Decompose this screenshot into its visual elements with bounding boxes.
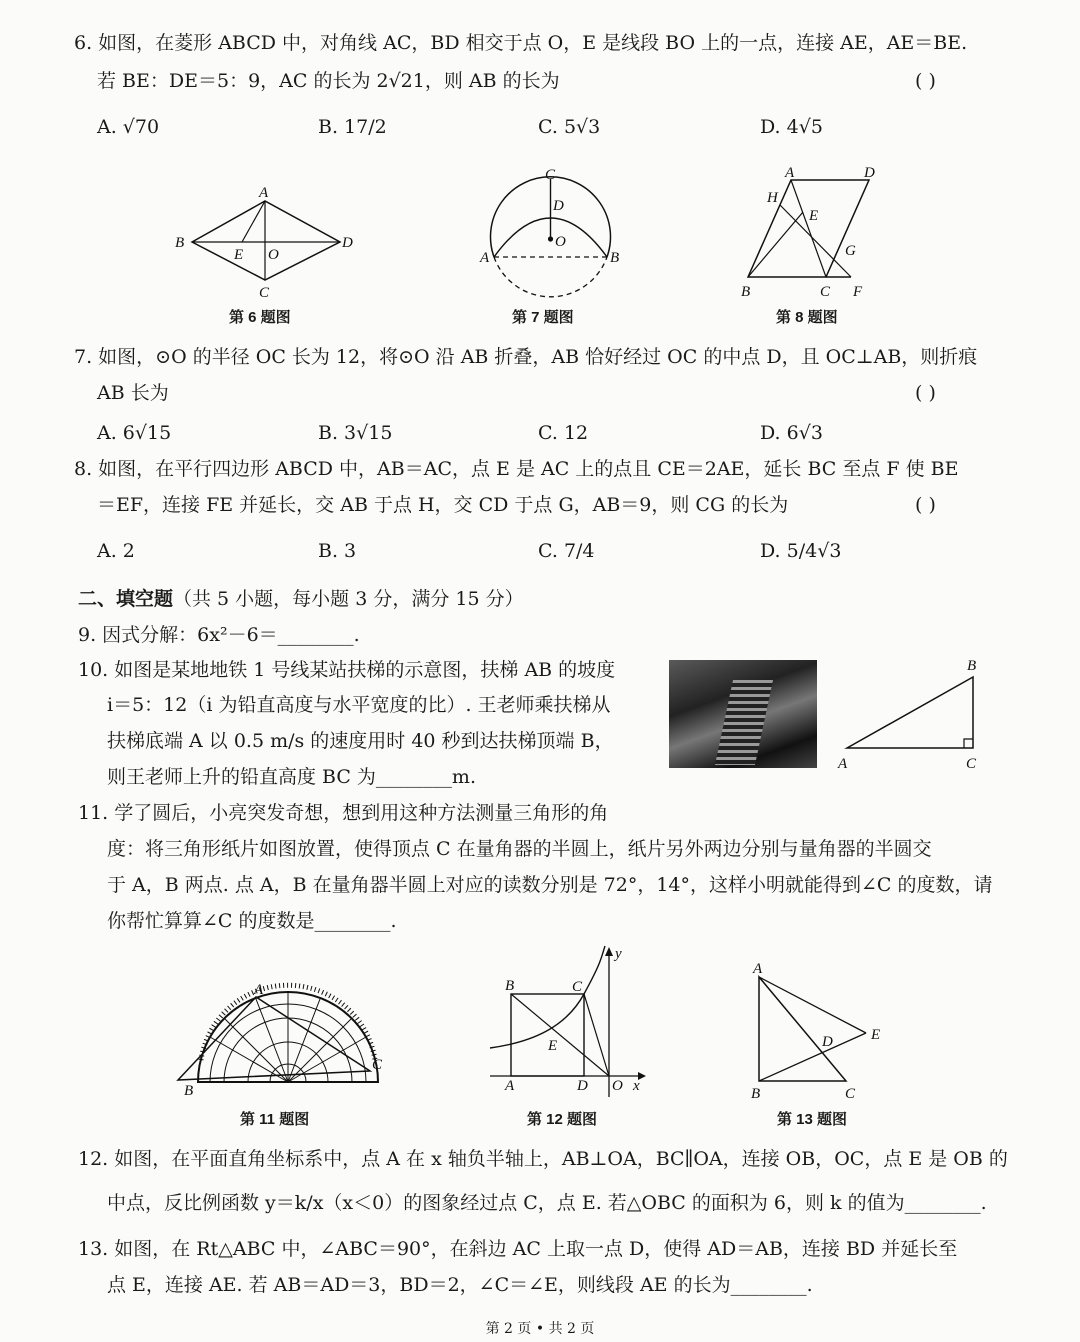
fig8-label-b: B <box>741 284 751 300</box>
fig12-label-b: B <box>505 978 515 994</box>
fig7-label-o: O <box>555 234 566 250</box>
q11-line1: 11. 学了圆后，小亮突发奇想，想到用这种方法测量三角形的角 <box>78 802 609 824</box>
fig10-label-a: A <box>838 756 848 772</box>
fig13-label-c: C <box>845 1086 856 1102</box>
q8-option-d: D. 5/4√3 <box>760 540 842 562</box>
q6-option-a: A. √70 <box>97 116 160 138</box>
fig13-caption: 第 13 题图 <box>777 1111 848 1128</box>
q13-line1: 13. 如图，在 Rt△ABC 中，∠ABC＝90°，在斜边 AC 上取一点 D，使得 AD＝AB，连接 BD 并延长至 <box>78 1238 958 1260</box>
q13-line2: 点 E，连接 AE. 若 AB＝AD＝3，BD＝2，∠C＝∠E，则线段 AE 的长为________. <box>107 1274 813 1296</box>
fig12-label-e: E <box>548 1038 558 1054</box>
fig8-label-h: H <box>767 190 778 206</box>
fig11-label-b: B <box>184 1083 194 1099</box>
q11-line3: 于 A，B 两点. 点 A，B 在量角器半圆上对应的读数分别是 72°，14°，这样小明就能得到∠C 的度数，请 <box>107 874 993 896</box>
q7-answer-paren: ( ) <box>915 382 936 404</box>
fig6-label-o: O <box>268 247 279 263</box>
section-2-desc: （共 5 小题，每小题 3 分，满分 15 分） <box>173 588 524 610</box>
q7-option-d: D. 6√3 <box>760 422 823 444</box>
fig8-caption: 第 8 题图 <box>776 309 838 326</box>
q10-line2: i＝5：12（i 为铅直高度与水平宽度的比）. 王老师乘扶梯从 <box>107 694 611 716</box>
fig8-label-f: F <box>853 284 863 300</box>
fig8-label-e: E <box>809 208 819 224</box>
fig6-label-d: D <box>342 235 353 251</box>
q8-line1: 8. 如图，在平行四边形 ABCD 中，AB＝AC，点 E 是 AC 上的点且 CE＝2AE，延长 BC 至点 F 使 BE <box>74 458 959 480</box>
fig12-caption: 第 12 题图 <box>527 1111 598 1128</box>
fig7-label-c: C <box>545 167 556 183</box>
fig13-label-e: E <box>871 1027 881 1043</box>
q12-line2: 中点，反比例函数 y＝k/x（x＜0）的图象经过点 C，点 E. 若△OBC 的面积为 6，则 k 的值为________. <box>107 1192 987 1214</box>
q12-line1: 12. 如图，在平面直角坐标系中，点 A 在 x 轴负半轴上，AB⊥OA，BC∥OA，连接 OB，OC，点 E 是 OB 的 <box>78 1148 1008 1170</box>
figure-11 <box>170 982 400 1100</box>
q11-line2: 度：将三角形纸片如图放置，使得顶点 C 在量角器的半圆上，纸片另外两边分别与量角器的半圆交 <box>107 838 932 860</box>
figure-7 <box>476 165 626 300</box>
figure-8 <box>735 160 885 300</box>
fig7-label-a: A <box>480 250 490 266</box>
q6-line1: 6. 如图，在菱形 ABCD 中，对角线 AC，BD 相交于点 O，E 是线段 BO 上的一点，连接 AE，AE＝BE. <box>74 32 968 54</box>
q8-option-b: B. 3 <box>318 540 357 562</box>
fig7-caption: 第 7 题图 <box>512 309 574 326</box>
q7-option-b: B. 3√15 <box>318 422 393 444</box>
fig13-label-d: D <box>822 1034 833 1050</box>
q8-option-c: C. 7/4 <box>538 540 595 562</box>
q9-text: 9. 因式分解：6x²－6＝________. <box>78 624 360 646</box>
fig13-label-a: A <box>753 961 763 977</box>
q7-option-c: C. 12 <box>538 422 589 444</box>
section-2-title: 二、填空题 <box>78 589 174 610</box>
page-footer: 第 2 页 • 共 2 页 <box>485 1321 595 1337</box>
fig10-label-b: B <box>967 658 977 674</box>
fig12-label-o: O <box>612 1078 623 1094</box>
fig10-label-c: C <box>966 756 977 772</box>
fig6-label-c: C <box>259 285 270 301</box>
fig6-label-e: E <box>234 247 244 263</box>
q8-option-a: A. 2 <box>97 540 135 562</box>
fig11-label-a: A <box>254 982 264 998</box>
fig8-label-g: G <box>845 243 856 259</box>
q10-line3: 扶梯底端 A 以 0.5 m/s 的速度用时 40 秒到达扶梯顶端 B， <box>107 730 614 752</box>
fig11-caption: 第 11 题图 <box>240 1111 310 1128</box>
fig8-label-a: A <box>785 165 795 181</box>
q8-answer-paren: ( ) <box>915 494 936 516</box>
fig12-label-c: C <box>572 979 583 995</box>
fig11-label-c: C <box>372 1057 383 1073</box>
q10-line1: 10. 如图是某地地铁 1 号线某站扶梯的示意图，扶梯 AB 的坡度 <box>78 659 616 681</box>
q7-line1: 7. 如图，⊙O 的半径 OC 长为 12，将⊙O 沿 AB 折叠，AB 恰好经过 OC 的中点 D，且 OC⊥AB，则折痕 <box>74 346 978 368</box>
q10-line4: 则王老师上升的铅直高度 BC 为________m. <box>107 766 476 788</box>
fig6-label-a: A <box>259 185 269 201</box>
fig12-label-a: A <box>505 1078 515 1094</box>
q6-option-d: D. 4√5 <box>760 116 823 138</box>
fig12-label-d: D <box>577 1078 588 1094</box>
q6-option-c: C. 5√3 <box>538 116 601 138</box>
fig12-label-x: x <box>633 1078 640 1094</box>
figure-10 <box>835 655 995 775</box>
figure-12 <box>488 942 658 1102</box>
fig7-label-d: D <box>553 198 564 214</box>
q11-line4: 你帮忙算算∠C 的度数是________. <box>107 910 397 932</box>
fig8-label-d: D <box>864 165 875 181</box>
section-2-heading <box>78 586 524 613</box>
fig12-label-y: y <box>615 946 622 962</box>
fig6-label-b: B <box>175 235 185 251</box>
figure-6 <box>170 185 360 300</box>
escalator-photo <box>669 660 817 768</box>
fig6-caption: 第 6 题图 <box>229 309 291 326</box>
q6-option-b: B. 17/2 <box>318 116 387 138</box>
fig8-label-c: C <box>820 284 831 300</box>
q7-line2: AB 长为 <box>97 382 169 404</box>
q6-answer-paren: ( ) <box>915 70 936 92</box>
q7-option-a: A. 6√15 <box>97 422 172 444</box>
fig7-label-b: B <box>610 250 620 266</box>
q6-line2: 若 BE：DE＝5：9，AC 的长为 2√21，则 AB 的长为 <box>97 70 560 92</box>
figure-13 <box>742 960 892 1105</box>
q8-line2: ＝EF，连接 FE 并延长，交 AB 于点 H，交 CD 于点 G，AB＝9，则 CG 的长为 <box>97 494 789 516</box>
fig13-label-b: B <box>751 1086 761 1102</box>
